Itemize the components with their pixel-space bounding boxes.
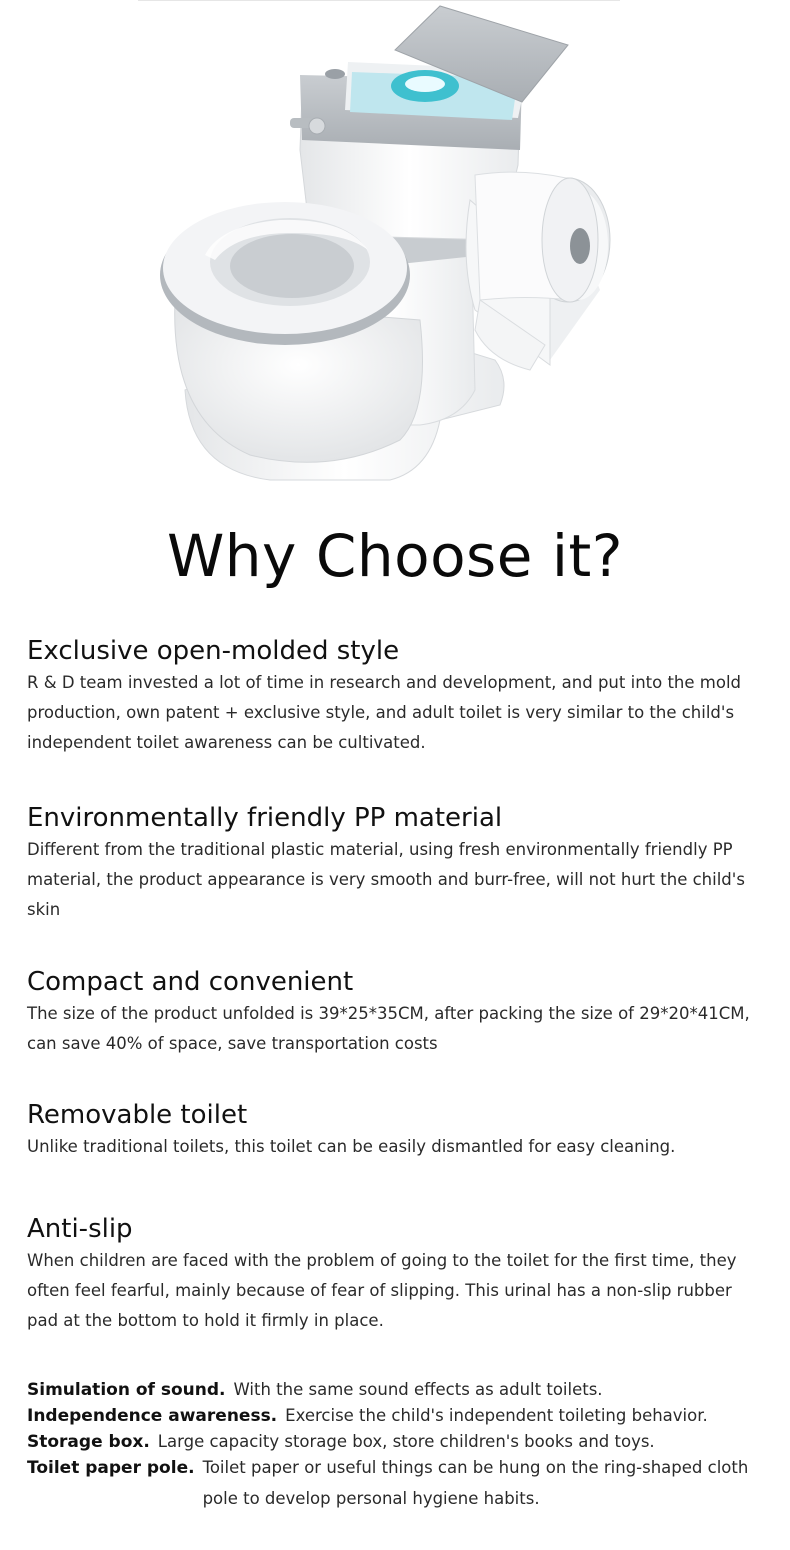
feature-name: Storage box.	[27, 1432, 150, 1452]
section-heading: Exclusive open-molded style	[27, 636, 400, 666]
section-pp-material	[27, 801, 767, 925]
feature-item-sound	[27, 1377, 777, 1403]
product-image	[130, 0, 630, 500]
feature-desc: Exercise the child's independent toileting behavior.	[285, 1406, 708, 1425]
section-body: R & D team invested a lot of time in research and development, and put into the mold production, own patent + exclusive style, and adult toilet is very similar to the child's independent toilet awareness can be cultivated.	[27, 673, 742, 752]
section-body: Unlike traditional toilets, this toilet can be easily dismantled for easy cleaning.	[27, 1137, 676, 1156]
section-open-molded-style	[27, 634, 767, 758]
section-heading: Anti-slip	[27, 1214, 133, 1244]
section-body: The size of the product unfolded is 39*25*35CM, after packing the size of 29*20*41CM, can save 40% of space, save transportation costs	[27, 1004, 750, 1053]
section-anti-slip	[27, 1212, 767, 1336]
section-heading: Compact and convenient	[27, 967, 354, 997]
feature-desc: With the same sound effects as adult toilets.	[233, 1380, 603, 1399]
feature-desc: Large capacity storage box, store children's books and toys.	[157, 1432, 655, 1451]
feature-name: Independence awareness.	[27, 1406, 278, 1426]
feature-list	[27, 1377, 777, 1514]
section-body: Different from the traditional plastic material, using fresh environmentally friendly PP material, the product appearance is very smooth and burr-free, will not hurt the child's skin	[27, 840, 745, 919]
page-title: Why Choose it?	[166, 522, 624, 590]
section-heading: Removable toilet	[27, 1100, 248, 1130]
section-removable	[27, 1098, 767, 1162]
section-heading: Environmentally friendly PP material	[27, 803, 503, 833]
feature-item-independence	[27, 1403, 777, 1429]
feature-desc: Toilet paper or useful things can be hung on the ring-shaped cloth pole to develop personal hygiene habits.	[202, 1458, 749, 1508]
section-body: When children are faced with the problem of going to the toilet for the first time, they often feel fearful, mainly because of fear of slipping. This urinal has a non-slip rubber pad at the bottom to hold it firmly in place.	[27, 1251, 737, 1330]
potty-toilet-illustration	[130, 0, 630, 500]
feature-name: Toilet paper pole.	[27, 1458, 195, 1478]
feature-item-paper-pole	[27, 1455, 777, 1514]
feature-name: Simulation of sound.	[27, 1380, 226, 1400]
section-compact	[27, 965, 767, 1059]
